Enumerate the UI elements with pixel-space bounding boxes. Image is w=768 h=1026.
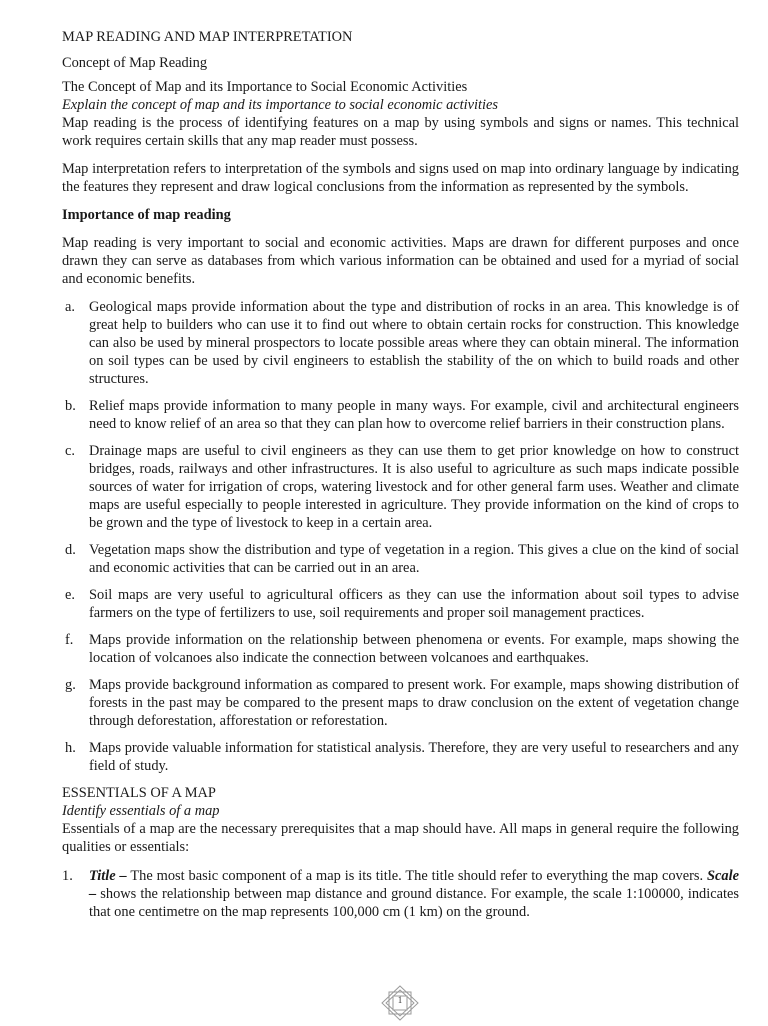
document-page bbox=[62, 28, 739, 921]
list-item-text: Maps provide information on the relationship between phenomena or events. For example, maps showing the location of volcanoes also indicate the connection between volcanoes and earthquakes. bbox=[89, 632, 739, 666]
scale-term: Scale – bbox=[89, 868, 739, 902]
list-item bbox=[62, 541, 739, 577]
list-item-text: Soil maps are very useful to agricultural officers as they can use the information about soil types to advise farmers on the type of fertilizers to use, soil requirements and proper soil management practices. bbox=[89, 587, 739, 621]
list-marker: g. bbox=[65, 677, 76, 693]
list-item bbox=[62, 397, 739, 433]
list-item-text: Vegetation maps show the distribution and type of vegetation in a region. This gives a clue on the kind of social and economic activities that can be carried out in an area. bbox=[89, 542, 739, 576]
list-item bbox=[62, 586, 739, 622]
concept-objective: Explain the concept of map and its importance to social economic activities bbox=[62, 97, 499, 113]
essentials-intro-paragraph: Essentials of a map are the necessary prerequisites that a map should have. All maps in general require the following qualities or essentials: bbox=[62, 821, 739, 855]
concept-subheading: The Concept of Map and its Importance to Social Economic Activities bbox=[62, 79, 468, 95]
list-item bbox=[62, 739, 739, 775]
list-item bbox=[62, 442, 739, 532]
document-title: MAP READING AND MAP INTERPRETATION bbox=[62, 29, 353, 45]
list-marker: e. bbox=[65, 587, 75, 603]
list-item bbox=[62, 867, 739, 921]
list-item bbox=[62, 631, 739, 667]
map-interpretation-paragraph: Map interpretation refers to interpretation of the symbols and signs used on map into ordinary language by indicating the features they represent and draw logical conclusions from the information as represented by the symbols. bbox=[62, 161, 739, 195]
list-item-text: Maps provide valuable information for statistical analysis. Therefore, they are very useful to researchers and any field of study. bbox=[89, 740, 739, 774]
importance-heading: Importance of map reading bbox=[62, 207, 231, 223]
essentials-list bbox=[62, 867, 739, 921]
list-marker: h. bbox=[65, 740, 76, 756]
list-marker: a. bbox=[65, 299, 75, 315]
scale-description: shows the relationship between map distance and ground distance. For example, the scale 1:100000, indicates that one centimetre on the map represents 100,000 cm (1 km) on the ground. bbox=[89, 886, 739, 920]
title-description: The most basic component of a map is its title. The title should refer to everything the map covers. bbox=[126, 868, 704, 884]
list-marker: d. bbox=[65, 542, 76, 558]
list-item-text: Relief maps provide information to many people in many ways. For example, civil and architectural engineers need to know relief of an area so that they can plan how to overcome relief barriers in their construction plans. bbox=[89, 398, 739, 432]
list-marker: c. bbox=[65, 443, 75, 459]
list-marker: f. bbox=[65, 632, 74, 648]
list-item bbox=[62, 298, 739, 388]
map-reading-paragraph: Map reading is the process of identifying features on a map by using symbols and signs or names. This technical work requires certain skills that any map reader must possess. bbox=[62, 115, 739, 149]
list-item-text: Geological maps provide information about the type and distribution of rocks in an area. This knowledge is of great help to builders who can use it to find out where to obtain certain rocks for construction. This knowledge can also be used by mineral prospectors to locate possible areas where they can obtain mineral. The information on soil types can be used by civil engineers to establish the stability of the on which to build roads and other structures. bbox=[89, 299, 739, 387]
list-item-text: Maps provide background information as compared to present work. For example, maps showing distribution of forests in the past may be compared to the present maps to draw conclusion on the extent of vegetation change through deforestation, afforestation or reforestation. bbox=[89, 677, 739, 729]
essentials-heading: ESSENTIALS OF A MAP bbox=[62, 785, 216, 801]
essentials-objective: Identify essentials of a map bbox=[62, 803, 220, 819]
list-item-text: Drainage maps are useful to civil engineers as they can use them to get prior knowledge on how to construct bridges, roads, railways and other infrastructures. It is also useful to agriculture as such maps indicate possible sources of water for irrigation of crops, watering livestock and for other general farm uses. Weather and climate maps are useful especially to people interested in agriculture. They provide information on the kind of crops to be grown and the type of livestock to keep in a certain area. bbox=[89, 443, 739, 531]
list-item bbox=[62, 676, 739, 730]
list-marker: b. bbox=[65, 398, 76, 414]
importance-list bbox=[62, 298, 739, 775]
page-number: 1 bbox=[397, 995, 403, 1005]
page-number-ornament bbox=[381, 985, 419, 1021]
concept-heading: Concept of Map Reading bbox=[62, 55, 208, 71]
title-term: Title – bbox=[89, 868, 127, 884]
list-marker: 1. bbox=[62, 868, 73, 884]
importance-intro-paragraph: Map reading is very important to social and economic activities. Maps are drawn for different purposes and once drawn they can serve as databases from which various information can be obtained and used for a myriad of social and economic benefits. bbox=[62, 235, 739, 287]
